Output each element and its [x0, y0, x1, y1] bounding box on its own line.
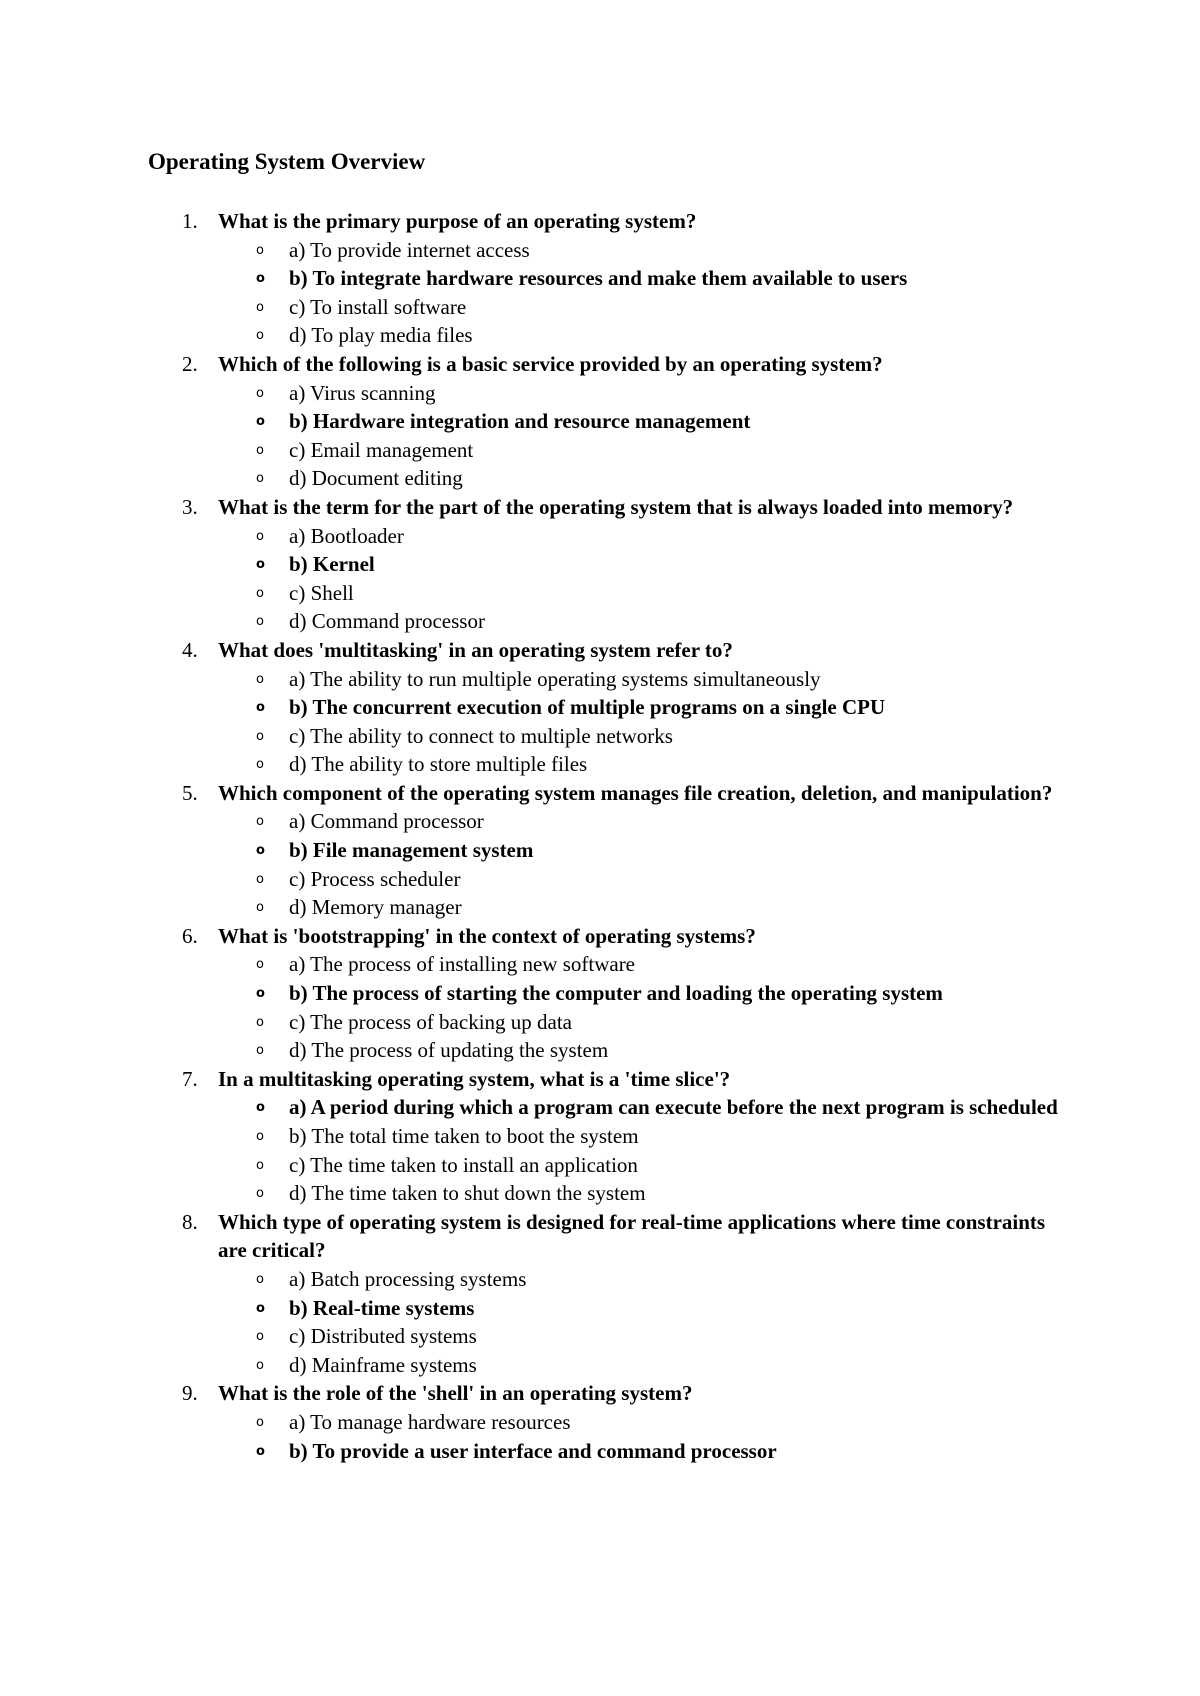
bullet-icon: o	[256, 1300, 265, 1316]
answer-option	[218, 1036, 1078, 1065]
question-text: What does 'multitasking' in an operating system refer to?	[218, 637, 733, 662]
bullet-icon: o	[256, 957, 264, 973]
question-number: 1.	[182, 209, 198, 233]
bullet-icon: o	[256, 385, 264, 401]
answer-option-text: a) Bootloader	[289, 523, 404, 548]
answer-option	[218, 950, 1078, 979]
answer-option	[218, 522, 1078, 551]
answer-option	[218, 665, 1078, 694]
question-item	[148, 207, 1078, 350]
question-item	[148, 779, 1078, 922]
answer-option-text: a) Batch processing systems	[289, 1266, 527, 1291]
question-text: What is 'bootstrapping' in the context of operating systems?	[218, 923, 756, 948]
answer-option	[218, 607, 1078, 636]
answer-option-text: b) The process of starting the computer and loading the operating system	[289, 981, 943, 1006]
question-text: Which of the following is a basic service provided by an operating system?	[218, 351, 883, 376]
answer-option-text: a) A period during which a program can execute before the next program is scheduled	[289, 1095, 1058, 1120]
answer-options	[218, 236, 1078, 350]
answer-option	[218, 1151, 1078, 1180]
answer-option	[218, 1351, 1078, 1380]
document-title: Operating System Overview	[148, 149, 426, 174]
answer-option	[218, 579, 1078, 608]
answer-options	[218, 950, 1078, 1064]
bullet-icon: o	[256, 671, 264, 687]
answer-option-text: b) Hardware integration and resource management	[289, 409, 751, 434]
bullet-icon: o	[256, 700, 265, 716]
bullet-icon: o	[256, 1357, 264, 1373]
answer-option-text: b) The total time taken to boot the system	[289, 1124, 639, 1148]
answer-option-text: c) Process scheduler	[289, 866, 461, 891]
correct-answer-option	[218, 836, 1078, 865]
answer-option	[218, 436, 1078, 465]
question-text: What is the role of the 'shell' in an operating system?	[218, 1381, 693, 1406]
correct-answer-option	[218, 1294, 1078, 1323]
question-number: 6.	[182, 923, 198, 948]
bullet-icon: o	[256, 1414, 264, 1430]
bullet-icon: o	[256, 442, 264, 458]
bullet-icon: o	[256, 871, 264, 887]
question-number: 2.	[182, 351, 198, 376]
bullet-icon: o	[256, 1443, 265, 1459]
answer-option	[218, 807, 1078, 836]
answer-option-text: b) The concurrent execution of multiple programs on a single CPU	[289, 695, 886, 720]
answer-options	[218, 379, 1078, 493]
answer-option-text: a) Command processor	[289, 809, 484, 834]
answer-option-text: d) Command processor	[289, 609, 485, 634]
answer-option	[218, 1122, 1078, 1151]
bullet-icon: o	[256, 557, 265, 573]
answer-option-text: d) Document editing	[289, 466, 463, 491]
answer-options	[218, 807, 1078, 921]
answer-options	[218, 522, 1078, 636]
answer-option	[218, 464, 1078, 493]
question-number: 5.	[182, 780, 198, 805]
answer-option	[218, 293, 1078, 322]
bullet-icon: o	[256, 414, 265, 430]
answer-option	[218, 379, 1078, 408]
bullet-icon: o	[256, 299, 264, 315]
question-number: 9.	[182, 1381, 198, 1406]
answer-option	[218, 1265, 1078, 1294]
answer-option-text: d) Memory manager	[289, 895, 462, 920]
answer-option-text: a) The ability to run multiple operating systems simultaneously	[289, 666, 821, 691]
answer-options	[218, 1265, 1078, 1379]
correct-answer-option	[218, 979, 1078, 1008]
bullet-icon: o	[256, 1186, 264, 1202]
answer-option	[218, 865, 1078, 894]
bullet-icon: o	[256, 757, 264, 773]
correct-answer-option	[218, 693, 1078, 722]
question-item	[148, 350, 1078, 493]
answer-option-text: c) Distributed systems	[289, 1324, 477, 1349]
bullet-icon: o	[256, 1271, 264, 1287]
answer-option-text: a) Virus scanning	[289, 380, 436, 405]
bullet-icon: o	[256, 471, 264, 487]
bullet-icon: o	[256, 328, 264, 344]
bullet-icon: o	[256, 242, 264, 258]
bullet-icon: o	[256, 843, 265, 859]
answer-option-text: d) Mainframe systems	[289, 1352, 477, 1377]
answer-option-text: c) The time taken to install an application	[289, 1152, 638, 1177]
bullet-icon: o	[256, 1129, 264, 1144]
answer-option	[218, 893, 1078, 922]
answer-option	[218, 1408, 1078, 1437]
answer-option	[218, 321, 1078, 350]
bullet-icon: o	[256, 585, 264, 601]
question-item	[148, 493, 1078, 636]
question-item	[148, 1379, 1078, 1465]
answer-option-text: a) To manage hardware resources	[289, 1409, 571, 1434]
bullet-icon: o	[256, 1100, 265, 1116]
question-text: Which component of the operating system manages file creation, deletion, and manipulation?	[218, 780, 1053, 805]
correct-answer-option	[218, 264, 1078, 293]
answer-option-text: a) The process of installing new software	[289, 952, 636, 977]
question-item	[148, 922, 1078, 1065]
bullet-icon: o	[256, 1014, 264, 1030]
answer-options	[218, 1093, 1078, 1207]
question-text: Which type of operating system is designed for real-time applications where time constraints are critical?	[218, 1209, 1046, 1263]
answer-option-text: d) The time taken to shut down the system	[289, 1181, 646, 1206]
question-number: 4.	[182, 637, 198, 662]
correct-answer-option	[218, 407, 1078, 436]
bullet-icon: o	[256, 986, 265, 1002]
answer-option-text: b) Real-time systems	[289, 1295, 475, 1320]
answer-option	[218, 750, 1078, 779]
question-item	[148, 636, 1078, 779]
question-list	[148, 207, 1078, 1465]
question-item	[148, 1065, 1078, 1208]
answer-option-text: b) To provide a user interface and command processor	[289, 1438, 777, 1463]
bullet-icon: o	[256, 1043, 264, 1059]
question-number: 7.	[182, 1066, 198, 1091]
correct-answer-option	[218, 550, 1078, 579]
answer-option-text: b) To integrate hardware resources and make them available to users	[289, 266, 908, 291]
question-text: What is the primary purpose of an operating system?	[218, 209, 697, 233]
answer-option	[218, 236, 1078, 265]
answer-option-text: a) To provide internet access	[289, 237, 530, 262]
question-number: 3.	[182, 494, 198, 519]
bullet-icon: o	[256, 614, 264, 630]
answer-option-text: c) The ability to connect to multiple networks	[289, 723, 673, 748]
bullet-icon: o	[256, 271, 265, 287]
answer-option-text: c) To install software	[289, 294, 467, 319]
correct-answer-option	[218, 1093, 1078, 1122]
bullet-icon: o	[256, 528, 264, 544]
question-number: 8.	[182, 1209, 198, 1234]
question-item	[148, 1208, 1078, 1380]
answer-option	[218, 1008, 1078, 1037]
answer-option	[218, 1179, 1078, 1208]
bullet-icon: o	[256, 1157, 264, 1173]
answer-option-text: d) The ability to store multiple files	[289, 752, 588, 777]
answer-options	[218, 1408, 1078, 1465]
question-text: What is the term for the part of the operating system that is always loaded into memory?	[218, 494, 1014, 519]
answer-option-text: d) To play media files	[289, 323, 473, 348]
answer-option	[218, 722, 1078, 751]
answer-option-text: c) Shell	[289, 580, 354, 605]
answer-option-text: c) The process of backing up data	[289, 1009, 573, 1034]
question-text: In a multitasking operating system, what is a 'time slice'?	[218, 1066, 731, 1091]
bullet-icon: o	[256, 900, 264, 916]
answer-option	[218, 1322, 1078, 1351]
correct-answer-option	[218, 1437, 1078, 1466]
answer-options	[218, 665, 1078, 779]
bullet-icon: o	[256, 814, 264, 830]
answer-option-text: b) File management system	[289, 838, 534, 863]
answer-option-text: d) The process of updating the system	[289, 1038, 609, 1063]
answer-option-text: c) Email management	[289, 437, 474, 462]
bullet-icon: o	[256, 728, 264, 744]
answer-option-text: b) Kernel	[289, 552, 375, 577]
bullet-icon: o	[256, 1329, 264, 1345]
